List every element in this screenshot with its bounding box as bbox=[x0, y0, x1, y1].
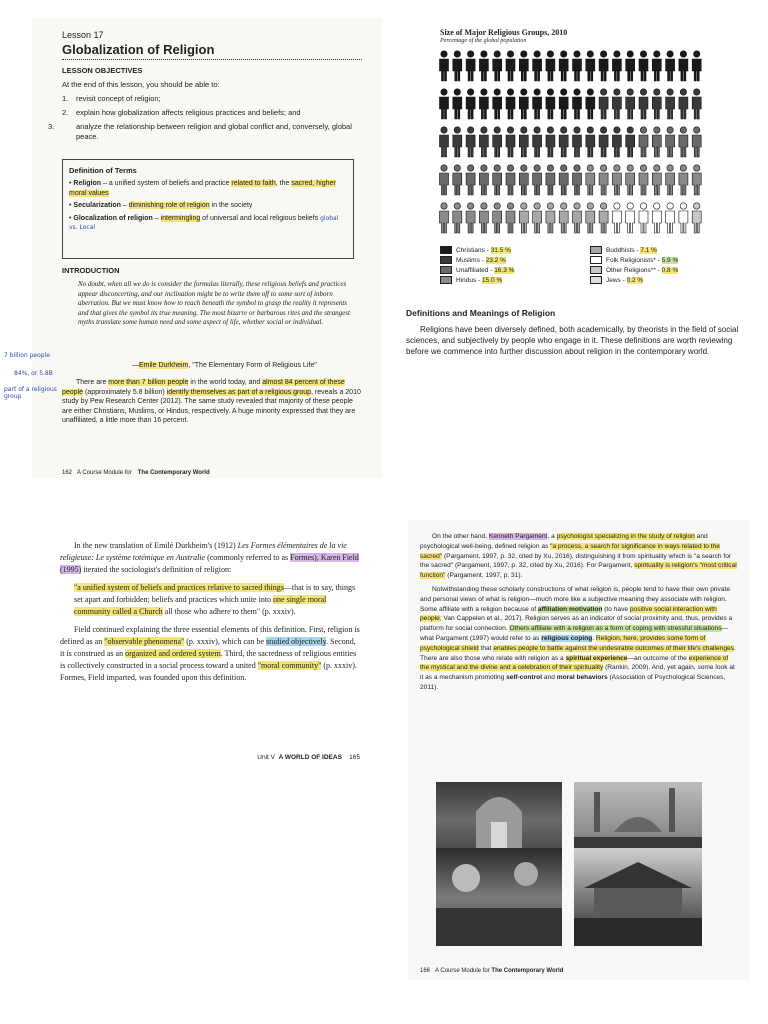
person-icon bbox=[440, 165, 449, 195]
person-icon bbox=[626, 51, 635, 81]
page-chart bbox=[400, 18, 750, 388]
person-icon bbox=[639, 203, 648, 233]
objective-item: 2. explain how globalization affects religious practices and beliefs; and bbox=[62, 108, 301, 117]
lesson-title: Globalization of Religion bbox=[62, 42, 215, 57]
person-icon bbox=[453, 203, 462, 233]
person-icon bbox=[652, 127, 661, 157]
page-footer: 162 A Course Module for The Contemporary World bbox=[62, 470, 210, 476]
legend-left bbox=[440, 246, 514, 286]
block-quote: "a unified system of beliefs and practices relative to sacred things—that is to say, things set apart and forbidden; beliefs and practices which unite into one single moral community called a Church all those who adhere to them" (p. xxxiv). bbox=[74, 583, 356, 616]
person-icon bbox=[453, 51, 462, 81]
person-icon bbox=[493, 89, 502, 119]
person-icon bbox=[493, 127, 502, 157]
person-icon bbox=[479, 51, 488, 81]
person-icon bbox=[519, 127, 528, 157]
quote-attribution: —Emile Durkheim, "The Elementary Form of Religious Life" bbox=[132, 362, 317, 369]
person-icon bbox=[546, 51, 555, 81]
paragraph: In the new translation of Emilé Durkheim's (1912) Les Formes élémentaires de la vie religieuse: Le système totémique en Australie (commonly referred to as Formes), Karen Field (1995) iterated the sociologist's definition of religion: bbox=[60, 541, 359, 574]
legend-item: Other Religions** - 0.8 % bbox=[590, 266, 678, 276]
photo-festival-crowd bbox=[436, 848, 562, 946]
person-icon bbox=[479, 165, 488, 195]
person-icon bbox=[639, 165, 648, 195]
person-icon bbox=[466, 127, 475, 157]
person-icon bbox=[573, 203, 582, 233]
person-icon bbox=[493, 165, 502, 195]
person-icon bbox=[599, 127, 608, 157]
person-icon bbox=[506, 51, 515, 81]
person-icon bbox=[559, 89, 568, 119]
person-icon bbox=[493, 203, 502, 233]
person-icon bbox=[466, 89, 475, 119]
person-icon bbox=[679, 203, 688, 233]
person-icon bbox=[559, 203, 568, 233]
person-icon bbox=[612, 89, 621, 119]
person-icon bbox=[533, 127, 542, 157]
person-icon bbox=[533, 165, 542, 195]
person-icon bbox=[506, 203, 515, 233]
person-icon bbox=[559, 165, 568, 195]
person-icon bbox=[679, 127, 688, 157]
chart-subtitle: Percentage of the global population bbox=[440, 38, 527, 44]
section-paragraph: Religions have been diversely defined, both academically, by theorists in the field of social sciences, and subjectively by people who engage in it. These definitions are worth reviewing before we commence into further discussion about religion in the contemporary world. bbox=[406, 325, 739, 356]
person-icon bbox=[466, 203, 475, 233]
person-icon bbox=[586, 89, 595, 119]
person-icon bbox=[599, 203, 608, 233]
page-166 bbox=[408, 520, 750, 980]
person-icon bbox=[679, 165, 688, 195]
person-icon bbox=[666, 89, 675, 119]
person-icon bbox=[666, 127, 675, 157]
definition-heading: Definition of Terms bbox=[69, 166, 137, 175]
person-icon bbox=[519, 203, 528, 233]
person-icon bbox=[533, 89, 542, 119]
legend-item: Folk Religionists* - 5.9 % bbox=[590, 256, 678, 266]
person-icon bbox=[573, 165, 582, 195]
legend-item: Unaffiliated - 16.3 % bbox=[440, 266, 514, 276]
person-icon bbox=[440, 51, 449, 81]
person-icon bbox=[652, 165, 661, 195]
section-heading: Definitions and Meanings of Religion bbox=[406, 308, 556, 318]
person-icon bbox=[599, 51, 608, 81]
person-icon bbox=[652, 203, 661, 233]
legend-right bbox=[590, 246, 678, 286]
person-icon bbox=[479, 203, 488, 233]
person-icon bbox=[546, 165, 555, 195]
person-icon bbox=[639, 89, 648, 119]
legend-item: Jews - 0.2 % bbox=[590, 276, 678, 286]
pictograph-chart bbox=[438, 50, 708, 240]
page-text bbox=[60, 540, 362, 690]
paragraph: Notwithstanding these scholarly constructions of what religion is, people tend to have their own private and personal views of what is religion—much more like a subjective meaning they associate with religion. Some affiliate with a religion because of affiliation motivation (to have positive social interaction with people; Van Cappelen et al., 2017). Religion serves as an indicator of social proximity and, thus, provides a platform for social connection. Others affiliate with a religion as a form of coping with stressful situations—what Pargament (1997) would refer to as religious coping. Religion, here, provides some form of psychological shield that enables people to battle against the undesirable outcomes of their life's challenges. There are also those who relate with religion as a spiritual experience—an outcome of the experience of the mystical and the divine and a celebration of their spirituality (Rankin, 2009). And, yet again, some look at it as a mechanism promoting self-control and moral behaviors (Association of Psychological Sciences, 2011). bbox=[420, 585, 736, 691]
objective-item: 3. analyze the relationship between religion and global conflict and, conversely, global peace. bbox=[48, 122, 352, 141]
page-footer: Unit V A WORLD OF IDEAS 165 bbox=[257, 754, 360, 761]
page-lesson-17 bbox=[32, 18, 382, 478]
person-icon bbox=[559, 127, 568, 157]
person-icon bbox=[586, 127, 595, 157]
handwritten-note: 7 billion people bbox=[4, 352, 50, 359]
legend-item: Muslims - 23.2 % bbox=[440, 256, 514, 266]
legend-item: Hindus - 15.0 % bbox=[440, 276, 514, 286]
handwritten-note: 84%, or 5.8B bbox=[14, 370, 53, 377]
person-icon bbox=[626, 127, 635, 157]
objectives-heading: LESSON OBJECTIVES bbox=[62, 66, 143, 75]
person-icon bbox=[626, 89, 635, 119]
person-icon bbox=[440, 89, 449, 119]
person-icon bbox=[519, 89, 528, 119]
person-icon bbox=[586, 203, 595, 233]
person-icon bbox=[493, 51, 502, 81]
person-icon bbox=[666, 165, 675, 195]
handwritten-note: global vs. Local bbox=[69, 214, 339, 231]
person-icon bbox=[479, 89, 488, 119]
person-icon bbox=[639, 127, 648, 157]
person-icon bbox=[453, 89, 462, 119]
person-icon bbox=[533, 51, 542, 81]
objectives-intro: At the end of this lesson, you should be able to: bbox=[62, 80, 220, 89]
person-icon bbox=[519, 165, 528, 195]
handwritten-note: part of a religious group bbox=[4, 386, 57, 400]
person-icon bbox=[546, 89, 555, 119]
person-icon bbox=[692, 127, 701, 157]
person-icon bbox=[440, 203, 449, 233]
definition-item: • Religion – a unified system of beliefs and practice related to faith, the sacred, higher moral values bbox=[69, 180, 336, 197]
person-icon bbox=[652, 89, 661, 119]
person-icon bbox=[586, 51, 595, 81]
person-icon bbox=[599, 89, 608, 119]
intro-paragraph: There are more than 7 billion people in the world today, and almost 84 percent of these people (approximately 5.8 billion) identify themselves as part of a religious group, reveals a 2010 study by Pew Research Center (2012). The same study revealed that majority of these people are either Christians, Muslims, or Hindus, respectively. A huge minority expressed that they are unaffiliated, a little more than 16 percent. bbox=[62, 379, 361, 424]
person-icon bbox=[679, 89, 688, 119]
person-icon bbox=[519, 51, 528, 81]
photo-temple-ceremony bbox=[574, 848, 702, 946]
person-icon bbox=[692, 203, 701, 233]
person-icon bbox=[573, 89, 582, 119]
person-icon bbox=[692, 51, 701, 81]
person-icon bbox=[612, 203, 621, 233]
person-icon bbox=[612, 51, 621, 81]
page-165 bbox=[40, 528, 380, 778]
person-icon bbox=[506, 89, 515, 119]
paragraph: On the other hand, Kenneth Pargament, a psychologist specializing in the study of religion and psychological well-being, defined religion as "a process, a search for significance in ways related to the sacred" (Pargament, 1997, p. 32, cited by Xu, 2016), distinguishing it from spirituality which is "a search for the sacred" (Pargament, 1997, p. 32, cited by Xu, 2016). For Pargament, spirituality is religion's "most critical function" (Pargament, 1997, p. 31). bbox=[420, 533, 737, 580]
person-icon bbox=[573, 51, 582, 81]
person-icon bbox=[679, 51, 688, 81]
person-icon bbox=[466, 51, 475, 81]
person-icon bbox=[599, 165, 608, 195]
person-icon bbox=[692, 89, 701, 119]
person-icon bbox=[453, 165, 462, 195]
chart-title: Size of Major Religious Groups, 2010 bbox=[440, 28, 568, 37]
person-icon bbox=[612, 165, 621, 195]
definition-item: • Secularization – diminishing role of religion in the society bbox=[69, 202, 253, 209]
person-icon bbox=[546, 127, 555, 157]
lesson-number: Lesson 17 bbox=[62, 30, 104, 40]
person-icon bbox=[506, 127, 515, 157]
person-icon bbox=[440, 127, 449, 157]
definition-box bbox=[62, 159, 354, 259]
person-icon bbox=[546, 203, 555, 233]
person-icon bbox=[586, 165, 595, 195]
person-icon bbox=[652, 51, 661, 81]
person-icon bbox=[692, 165, 701, 195]
person-icon bbox=[533, 203, 542, 233]
objective-item: 1. revisit concept of religion; bbox=[62, 94, 161, 103]
definition-item: • Glocalization of religion – intermingling of universal and local religious beliefs global vs. Local bbox=[69, 214, 339, 231]
person-icon bbox=[506, 165, 515, 195]
person-icon bbox=[453, 127, 462, 157]
person-icon bbox=[573, 127, 582, 157]
person-icon bbox=[466, 165, 475, 195]
person-icon bbox=[639, 51, 648, 81]
person-icon bbox=[626, 165, 635, 195]
legend-item: Christians - 31.5 % bbox=[440, 246, 514, 256]
person-icon bbox=[559, 51, 568, 81]
epigraph-quote: No doubt, when all we do is consider the formulas literally, these religious beliefs and practices appear disconcerting, and our inclination might be to write them off to some sort of inborn aberration. But we must know how to reach beneath the symbol to grasp the reality it represents and that gives the symbol its true meaning. The most bizarre or barbarous rites and the strangest myths translate some human need and some aspect of life, whether social or individual. bbox=[78, 280, 350, 326]
person-icon bbox=[626, 203, 635, 233]
title-divider bbox=[62, 59, 362, 60]
person-icon bbox=[666, 51, 675, 81]
page-footer: 166 A Course Module for The Contemporary World bbox=[420, 968, 564, 974]
legend-item: Buddhists - 7.1 % bbox=[590, 246, 678, 256]
introduction-heading: INTRODUCTION bbox=[62, 266, 120, 275]
person-icon bbox=[479, 127, 488, 157]
paragraph: Field continued explaining the three essential elements of this definition. First, religion is defined as an "observable phenomena" (p. xxxiv), which can be studied objectively. Second, it is construed as an organized and ordered system. Third, the sacredness of religious entities is collectively constructed in a social process toward a united "moral community" (p. xxxiv). Formes, Field imparted, was founded upon this definition. bbox=[60, 625, 360, 682]
page-text bbox=[420, 532, 738, 697]
person-icon bbox=[612, 127, 621, 157]
person-icon bbox=[666, 203, 675, 233]
